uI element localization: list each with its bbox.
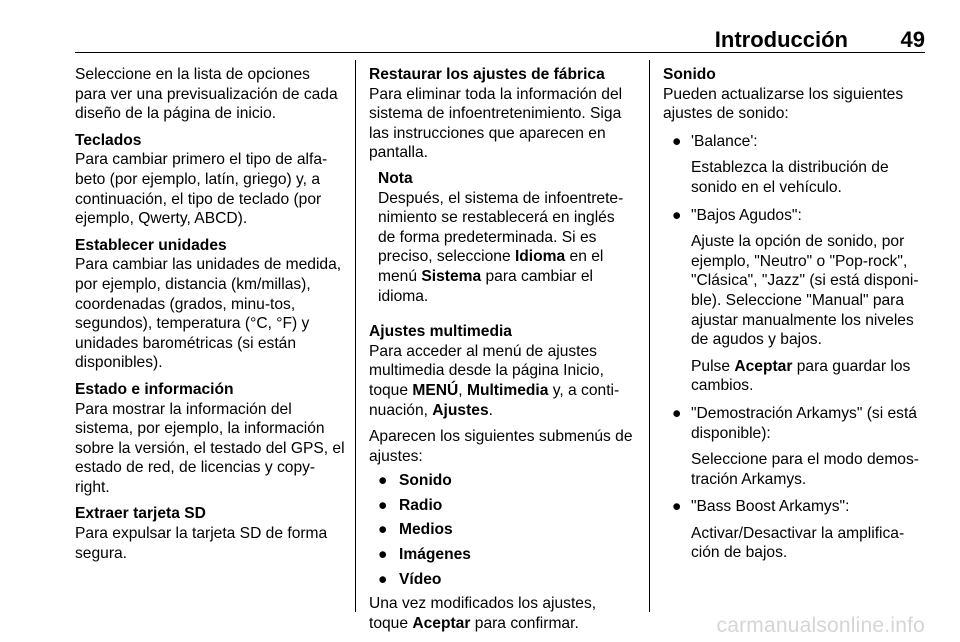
section-text: Para expulsar la tarjeta SD de forma segura. (75, 525, 328, 562)
section-text: Para cambiar las unidades de medida, por ejemplo, distancia (km/millas), coordenadas (grados, minu-tos, segundos), temperatura (°C, °F) y unidades barométricas (si están disponibles). (75, 256, 342, 372)
section-unidades (75, 236, 345, 373)
setting-desc: Ajuste la opción de sonido, por ejemplo, "Neutro" o "Pop-rock", "Clásica", "Jazz" (si está disponi-ble). Seleccione "Manual" para ajustar manualmente los niveles de agudos y bajos. (691, 233, 919, 349)
aceptar-term: Aceptar (412, 614, 471, 632)
sound-title: Sonido (663, 66, 716, 83)
list-item: ● Imágenes (378, 546, 471, 564)
header-rule (75, 52, 925, 53)
bullet-icon: ● (672, 206, 682, 224)
setting-label: "Bass Boost Arkamys": (691, 498, 850, 516)
section-teclados (75, 131, 345, 229)
setting-label: "Demostración Arkamys" (si está disponible): (691, 404, 917, 442)
section-estado (75, 380, 345, 498)
bullet-icon: ● (672, 132, 682, 150)
section-title: Establecer unidades (75, 236, 227, 254)
list-item (663, 132, 928, 198)
section-title: Extraer tarjeta SD (75, 505, 206, 523)
sound-intro: Pueden actualizarse los siguientes ajustes de sonido: (663, 85, 904, 123)
setting-label: "Bajos Agudos": (691, 206, 802, 224)
list-item: ● Vídeo (378, 570, 442, 588)
ajustes-term: Ajustes (432, 401, 489, 419)
sistema-term: Sistema (421, 267, 482, 285)
setting-desc: Establezca la distribución de sonido en el vehículo. (691, 159, 889, 196)
column-2 (369, 65, 634, 633)
multimedia-term: Multimedia (466, 381, 549, 399)
outro-text: Una vez modificados los ajustes, toque Aceptar para confirmar. (369, 595, 597, 632)
page-number: 49 (900, 27, 925, 52)
column-divider-1 (355, 60, 356, 612)
setting-pulse: Pulse Aceptar para guardar los cambios. (691, 357, 911, 395)
bullet-icon: ● (378, 496, 388, 514)
list-item: ● Radio (378, 496, 443, 514)
chapter-title: Introducción (714, 27, 848, 52)
sound-settings-list (663, 132, 928, 563)
bullet-icon: ● (378, 472, 388, 490)
bullet-icon: ● (378, 521, 388, 539)
column-1 (75, 65, 345, 563)
note-title: Nota (378, 169, 413, 187)
bullet-icon: ● (672, 498, 682, 516)
list-item: ● Sonido (378, 472, 452, 490)
list-item (663, 497, 928, 563)
submenu-list (369, 471, 634, 589)
restore-title: Restaurar los ajustes de fábrica (369, 66, 605, 83)
restore-text: Para eliminar toda la información del sistema de infoentretenimiento. Siga las instrucciones que aparecen en pantalla. (369, 85, 623, 162)
setting-desc: Seleccione para el modo demos-tración Arkamys. (691, 451, 919, 488)
intro-text: Seleccione en la lista de opciones para ver una previsualización de cada diseño de la página de inicio. (75, 66, 338, 123)
section-text: Para mostrar la información del sistema, por ejemplo, la información sobre la versión, el testado del GPS, el estado de red, de licencias y copy-right. (75, 400, 345, 496)
section-title: Teclados (75, 131, 142, 149)
list-item (663, 206, 928, 396)
setting-desc: Activar/Desactivar la amplifica-ción de bajos. (691, 524, 905, 562)
column-divider-2 (649, 60, 650, 612)
bullet-icon: ● (378, 546, 388, 564)
idioma-term: Idioma (514, 248, 566, 266)
section-text: Para cambiar primero el tipo de alfa-beto (por ejemplo, latín, griego) y, a continuación, el tipo de teclado (por ejemplo, Qwerty, ABCD). (75, 151, 328, 228)
list-item (663, 404, 928, 489)
watermark: carmanualsonline.info (716, 614, 925, 637)
column-3 (663, 65, 928, 571)
multimedia-text: Para acceder al menú de ajustes multimedia desde la página Inicio, toque MENÚ, Multimedia y, a conti-nuación, Ajustes. (369, 342, 620, 419)
intro-section (75, 65, 345, 124)
setting-label: 'Balance': (691, 132, 758, 150)
menu-term: MENÚ (412, 381, 459, 399)
submenus-intro: Aparecen los siguientes submenús de ajustes: (369, 428, 633, 465)
bullet-icon: ● (672, 404, 682, 422)
bullet-icon: ● (378, 570, 388, 588)
note-box (378, 169, 634, 306)
aceptar-term: Aceptar (734, 357, 793, 375)
list-item: ● Medios (378, 521, 453, 539)
section-title: Estado e información (75, 380, 234, 398)
section-sd (75, 504, 345, 563)
note-text: Después, el sistema de infoentrete-nimiento se restablecerá en inglés de forma predeterminada. Si es preciso, seleccione Idioma en el menú Sistema para cambiar el idioma. (378, 189, 624, 305)
multimedia-title: Ajustes multimedia (369, 323, 512, 341)
